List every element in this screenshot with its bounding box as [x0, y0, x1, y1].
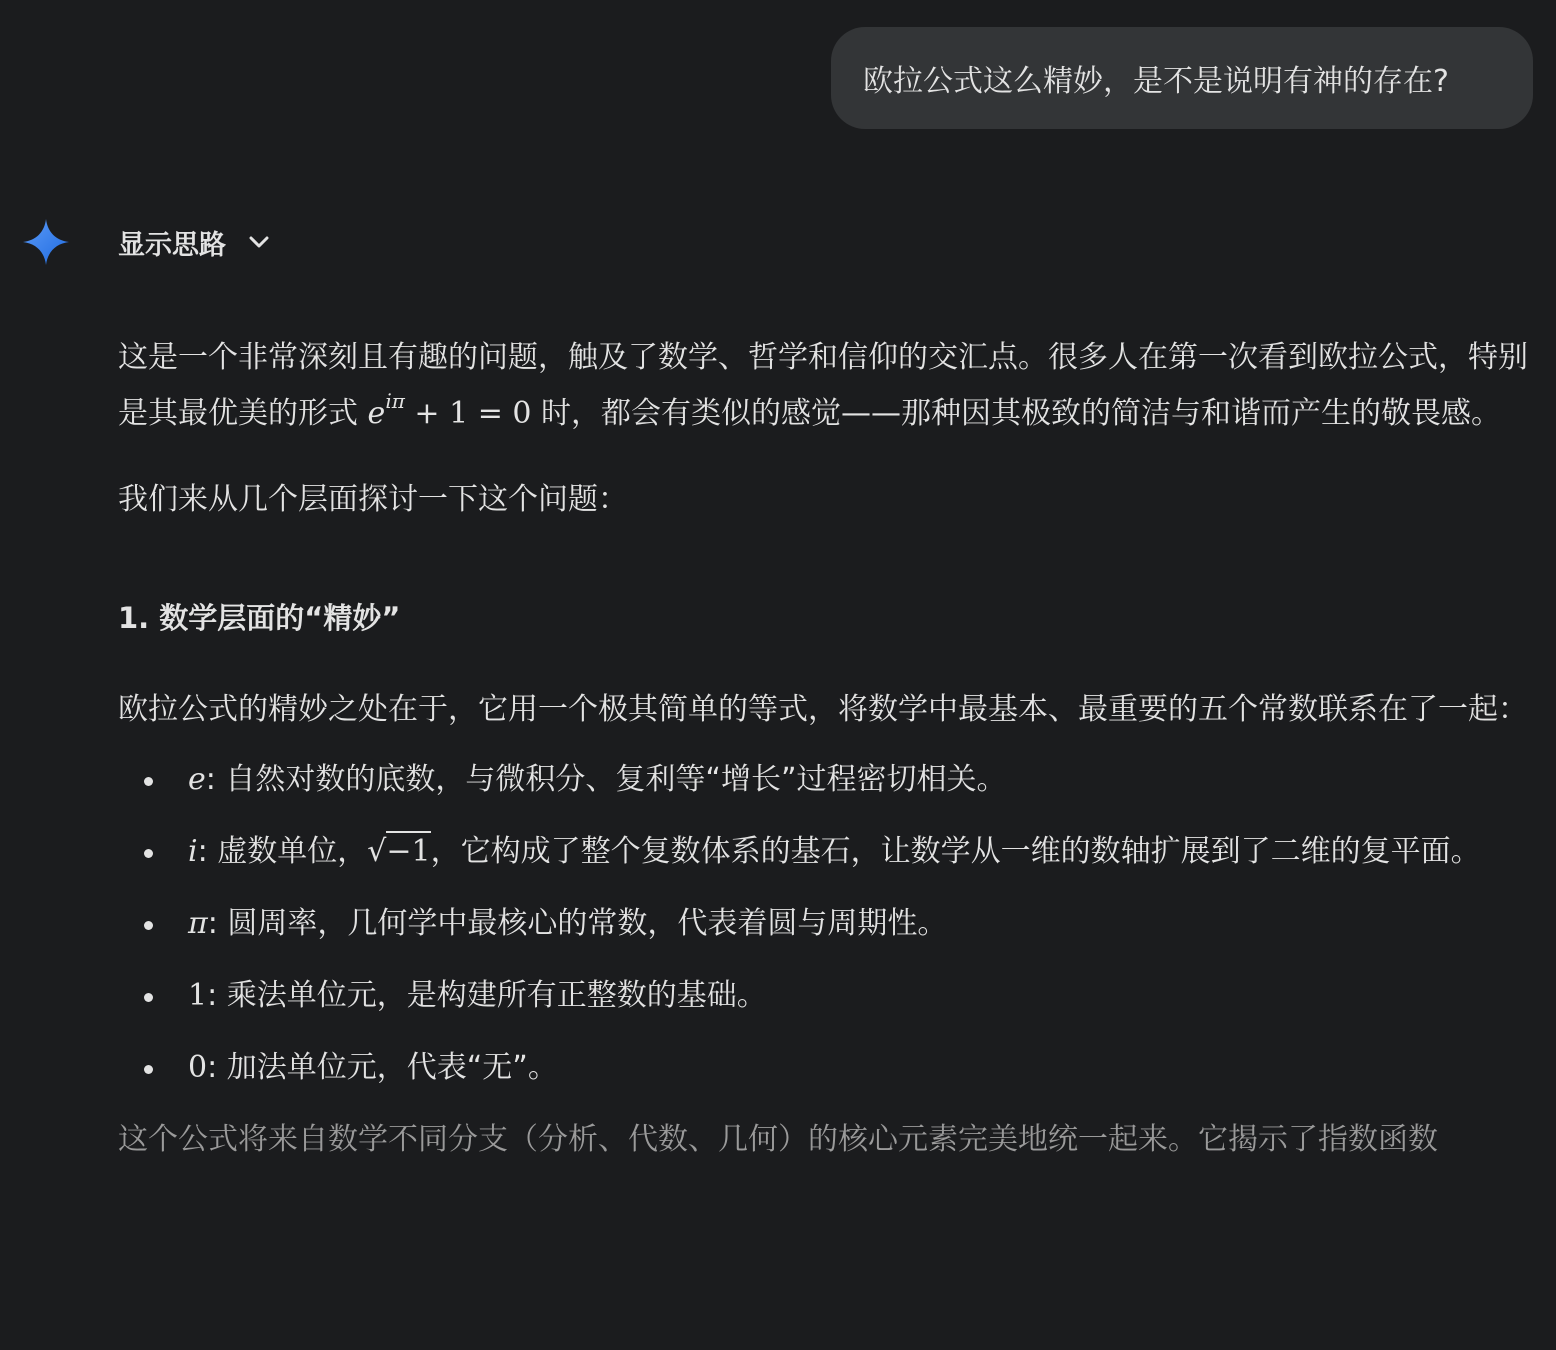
chevron-down-icon	[246, 229, 272, 255]
show-thoughts-button[interactable]	[118, 219, 272, 265]
sqrt-content: −1	[386, 831, 430, 869]
closing-paragraph-streaming: 这个公式将来自数学不同分支（分析、代数、几何）的核心元素完美地统一起来。它揭示了指数函数	[118, 1122, 1438, 1157]
intro-paragraph	[118, 330, 1538, 442]
list-item	[118, 1040, 1538, 1096]
assistant-response	[118, 330, 1538, 1168]
section-body-paragraph: 欧拉公式的精妙之处在于，它用一个极其简单的等式，将数学中最基本、最重要的五个常数联系在了一起：	[118, 692, 1528, 727]
list-item	[118, 896, 1538, 952]
user-message-text: 欧拉公式这么精妙，是不是说明有神的存在?	[863, 64, 1449, 99]
constants-list	[118, 752, 1538, 1096]
constant-description-prefix: : 虚数单位，	[197, 834, 368, 869]
list-item	[118, 824, 1538, 880]
constant-symbol: e	[188, 762, 206, 797]
sqrt-expression: √−1	[367, 831, 430, 869]
user-message-bubble	[831, 27, 1533, 129]
intro-text-end: 时，都会有类似的感觉——那种因其极致的简洁与和谐而产生的敬畏感。	[531, 396, 1501, 431]
constant-symbol: 0	[188, 1050, 208, 1085]
bullet-dot	[144, 777, 153, 786]
constant-description: : 乘法单位元，是构建所有正整数的基础。	[207, 978, 767, 1013]
list-item	[118, 968, 1538, 1024]
bullet-dot	[144, 849, 153, 858]
constant-symbol: i	[188, 834, 198, 869]
gemini-sparkle-icon	[23, 219, 69, 265]
section-heading: 1. 数学层面的“精妙”	[118, 601, 401, 635]
lead-in-paragraph: 我们来从几个层面探讨一下这个问题：	[118, 482, 628, 517]
show-thoughts-label: 显示思路	[118, 229, 226, 261]
constant-symbol: π	[188, 906, 208, 941]
constant-description: : 圆周率，几何学中最核心的常数，代表着圆与周期性。	[207, 906, 948, 941]
bullet-dot	[144, 921, 153, 930]
constant-symbol: 1	[188, 978, 208, 1013]
constant-description: : 自然对数的底数，与微积分、复利等“增长”过程密切相关。	[205, 762, 1007, 797]
bullet-dot	[144, 1065, 153, 1074]
list-item	[118, 752, 1538, 808]
formula-base: e	[367, 396, 386, 431]
intro-text-start: 这是一个非常深刻且有趣的问题，触及了数学、哲学和信仰的交汇点。很多人在第一次看到欧拉公式，特别是其最优美的形式	[118, 340, 1528, 431]
bullet-dot	[144, 993, 153, 1002]
formula-rest: + 1 = 0	[404, 396, 532, 431]
formula-exponent: iπ	[385, 389, 405, 413]
constant-description: : 加法单位元，代表“无”。	[207, 1050, 558, 1085]
constant-description: ，它构成了整个复数体系的基石，让数学从一维的数轴扩展到了二维的复平面。	[430, 834, 1481, 869]
